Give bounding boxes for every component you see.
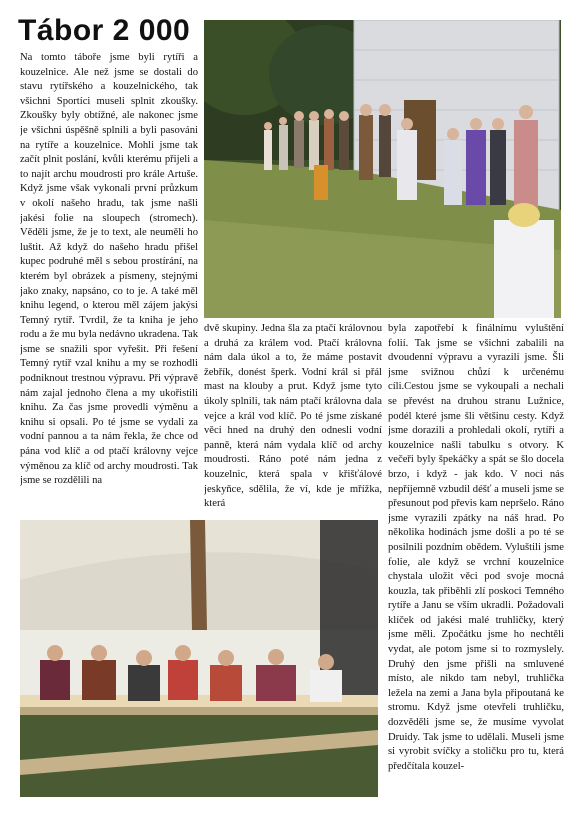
photo-castle-ceremony-image bbox=[204, 20, 561, 318]
paragraph: dvě skupiny. Jedna šla za ptačí královnou a druhá za králem vod. Ptačí královna nám dala úkol a to, že máme postavit žebřík, donést šperk. Vodní král si přál mast na klouby a prut. Když jsme tyto úkoly splnili, tak nám ptačí královna dala vejce a král vod klíč. Po té jsme získané věci hned na druhý den odnesli vodní panně, která nám vydala klíč od archy moudrosti. Ráno poté nám jedna z kouzelnic, která spala v křišťálové jeskyňce, sdělila, že ví, kde je mřížka, která bbox=[204, 323, 382, 510]
text-column-1 bbox=[20, 51, 198, 516]
paragraph: Na tomto táboře jsme byli rytíři a kouzelnice. Ale než jsme se dostali do stavu rytířského a kouzelnického, tak všichni Sportíci museli splnit zkoušky. Zkoušky byly obtížné, ale nakonec jsme je všichni úspěšně splnili a byli pasováni na rytíře a kouzelnice. Mohli jsme tak začít plnit poslání, kvůli kterému přijeli a to najít archu moudrosti pro krále Artuše. Když jsme však vykonali první průzkum v okolí našeho hradu, tak jsme našli jakési folie na sloupech (stromech). Věděli jsme, že je to text, ale neuměli ho luštit. Až když do našeho hradu přišel kupec podruhé měl s sebou prostírání, na kterém byl obrázek a písmeny, stejnými jako znaky, napsáno, co to je. A také měl knihu legend, o kterou měl zájem jakýsi Temný rytíř. Tvrdil, že ta kniha je jeho rodu a že mu byla nedávno ukradena. Tak jsme se snažili spor vyřešit. Při řešení Temný rytíř vzal knihu a my se rozhodli podniknout trestnou výpravu. Při výpravě nám zajal jednoho člena a my ukořistili knihu. Za čas jsme provedli výměnu a knihu si opsali. Po té jsme se vydali za vodní pannou a ta nám řekla, že chce od pána vod klíč a od ptačí královny vejce výměnou za klíč od archy moudrosti. Tak jsme se rozdělili na bbox=[20, 52, 198, 487]
article-title: Tábor 2 000 bbox=[18, 14, 191, 47]
paragraph: byla zapotřebí k finálnímu vyluštění folií. Tak jsme se všichni zabalili na dvoudenní výpravu a vyrazili jsme. Šli jsme svižnou chůzí k určenému cíli.Cestou jsme se vykoupali a nechali se převést na druhou stranu Lužnice, podél které jsme šli většinu cesty. Když jsme dorazili a prohledali okolí, rytíři a kouzelnice našli tabulku s otvory. K večeři byly špekáčky a spát se šlo docela brzo, i když - jak kdo. V noci nás nepříjemně vzbudil déšť a museli jsme se přesunout pod převis kam nepršelo. Ráno jsme vyrazili zpátky na náš hrad. Po několika hodinách jsme došli a po té se posilnili pozdním obědem. Vyluštili jsme folie, ale když se vrchní kouzelnice chystala uložit věci pod svoje mocná kouzla, tak přiběhli zlí poskoci Temného rytíře a Janu se vším ukradli. Požadovali klíček od jakési malé truhličky, který jsme měli. Zpočátku jsme ho nechtěli vydat, ale potom jsme si to rozmyslely. Druhý den jsme přišli na smluvené místo, ale nikdo tam nebyl, truhlička ležela na zemi a Jana byla připoutaná ke stromu. Když jsme otevřeli truhličku, dozvěděli jsme se, že musíme vyvolat Druidy. Tak jsme to udělali. Museli jsme si vyrobit svíčky a stoličku pro tu, která předčítala kouzel- bbox=[388, 323, 564, 772]
photo-tent-meeting-image bbox=[20, 520, 378, 797]
text-column-2 bbox=[204, 322, 382, 518]
photo-tent-meeting bbox=[20, 520, 378, 797]
text-column-3 bbox=[388, 322, 564, 814]
photo-castle-ceremony bbox=[204, 20, 561, 318]
